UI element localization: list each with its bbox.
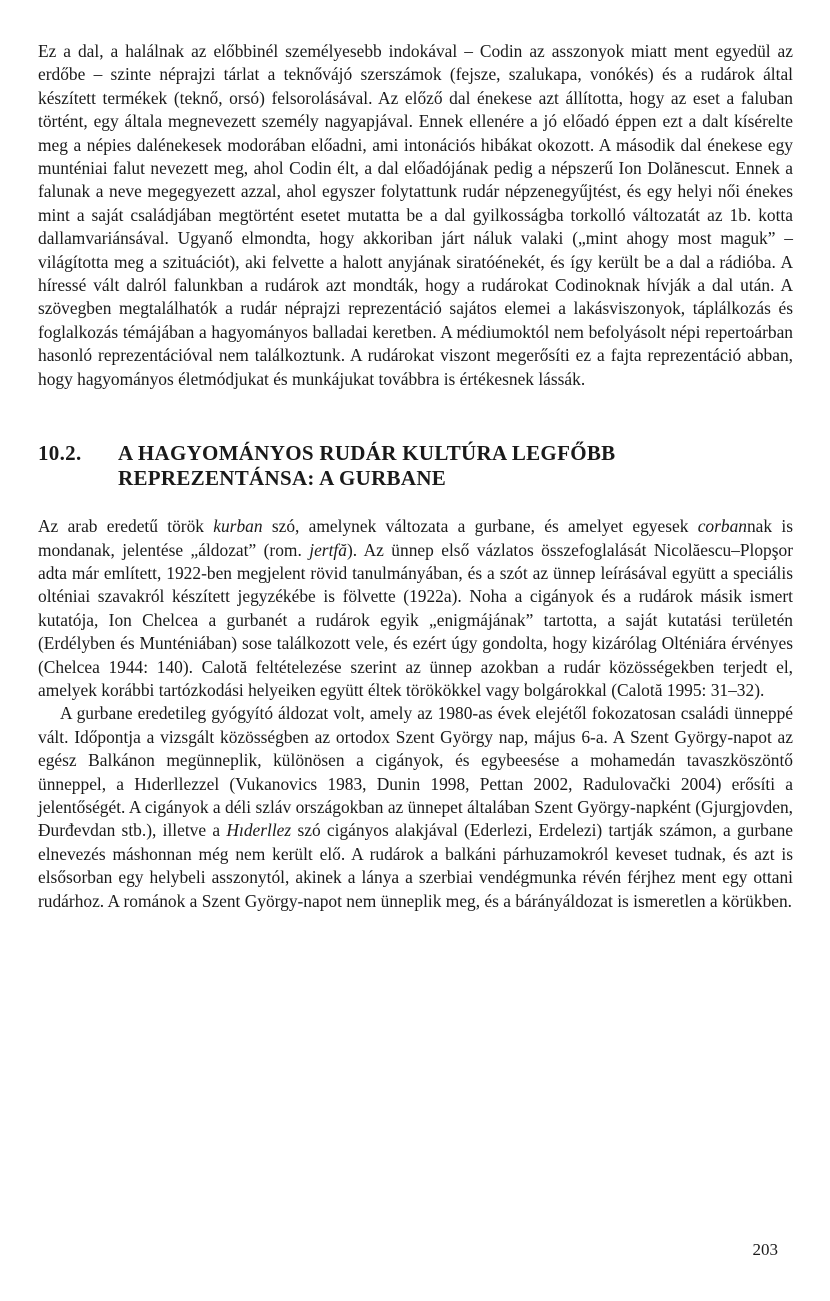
paragraph-codin-song <box>38 40 793 391</box>
paragraph-gurbane-etymology <box>38 515 793 702</box>
italic-term-corban: corban <box>697 516 747 537</box>
text-span: A gurbane eredetileg gyógyító áldozat volt, amely az 1980-as évek elejétől fokozatosan családi ünneppé vált. Időpontja a vizsgált közösségben az ortodox Szent György nap, május 6-a. A Szent György-napot az egész Balkánon megünneplik, különösen a cigányok, és egybeesése a mohamedán tavaszköszöntő ünneppel, a Hıderllezzel (Vukanovics 1983, Dunin 1998, Pettan 2002, Radulovački 2004) erősíti a jelentőségét. A cigányok a déli szláv országokban az ünnepet általában Szent György-napként (Gjurgjovden, Đurđevdan stb.), illetve a <box>38 703 793 841</box>
italic-term-kurban: kurban <box>213 516 263 537</box>
text-span: Az arab eredetű török <box>38 516 214 537</box>
section-number: 10.2. <box>38 441 82 466</box>
paragraph-gurbane-history <box>38 702 793 913</box>
section-heading <box>38 441 793 491</box>
section-title: A HAGYOMÁNYOS RUDÁR KULTÚRA LEGFŐBB REPREZENTÁNSA: A GURBANE <box>118 441 616 491</box>
text-span: Ez a dal, a halálnak az előbbinél személyesebb indokával – Codin az asszonyok miatt ment egyedül az erdőbe – szinte néprajzi tárlat a teknővájó szerszámok (fejsze, szalukapa, vonókés) és a rudárok által készített termékek (teknő, orsó) felsorolásával. Az előző dal énekese azt állította, hogy az eset a faluban történt, egy általa megnevezett személy nagyapjával. Ennek ellenére a jó előadó éppen ezt a dalt kísérelte meg a népies dalénekesek modorában előadni, ami intonációs hibákat okozott. A második dal énekese egy munténiai falut nevezett meg, ahol Codin élt, a dal előadójának pedig a népszerű Ion Dolănescut. Ennek a falunak a neve megegyezett azzal, ahol egyszer folytattunk rudár népzenegyűjtést, és egy helyi női énekes mint a saját családjában megtörtént esetet mutatta be a dal gyilkosságba torkolló változatát az 1b. kotta dallamvariánsával. Ugyanő elmondta, hogy akkoriban járt náluk valaki („mint ahogy most maguk” – világította meg a szituációt), aki felvette a halott anyjának siratóénekét, és így került be a dal a rádióba. A híressé vált dalról falunkban a rudárok azt mondták, hogy a rudárokat Codinoknak hívják a dal után. A szövegben megtalálhatók a rudár néprajzi reprezentáció sajátos elemei a lakásviszonyok, táplálkozás és foglalkozás témájában a hagyományos balladai keretben. A médiumoktól nem befolyásolt népi repertoárban hasonló reprezentációval nem találkoztunk. A rudárokat viszont megerősíti ez a fajta reprezentáció abban, hogy hagyományos életmódjukat és munkájukat továbbra is értékesnek lássák. <box>38 41 793 389</box>
text-span: nak is mondanak, jelentése „áldozat” (rom. <box>38 516 793 560</box>
page-body <box>38 40 793 913</box>
text-span: ). Az ünnep első vázlatos összefoglalását Nicolăescu–Plopşor adta már említett, 1922-ben megjelent rövid tanulmányában, és a szót az ünnep leírásával együtt a speciális olténiai szavakról készített jegyzékébe is fölvette (1922a). Noha a cigányok és a rudárok másik ismert kutatója, Ion Chelcea a gurbanét a rudárok egyik „enigmájának” tartotta, a saját kutatási területén (Erdélyben és Munténiában) sose találkozott vele, és ezért úgy gondolta, hogy kizárólag Olténiára érvényes (Chelcea 1944: 140). Calotă feltételezése szerint az ünnep azokban a rudár közösségekben terjedt el, amelyek korábbi tartózkodási helyeiken együtt éltek törökökkel vagy bolgárokkal (Calotă 1995: 31–32). <box>38 539 793 700</box>
italic-term-jertfa: jertfă <box>309 539 347 560</box>
text-span: szó, amelynek változata a gurbane, és amelyet egyesek <box>262 516 698 537</box>
text-span: szó cigányos alakjával (Ederlezi, Erdelezi) tartják számon, a gurbane elnevezés máshonnan még nem került elő. A rudárok a balkáni párhuzamokról keveset tudnak, és azt is elsősorban egy helybeli asszonytól, akinek a lánya a szerbiai vendégmunka révén férjhez ment egy ottani rudárhoz. A románok a Szent György-napot nem ünneplik meg, és a bárányáldozat is ismeretlen a körükben. <box>38 820 793 911</box>
page-number: 203 <box>752 1240 778 1259</box>
italic-term-hiderllez: Hıderllez <box>226 820 292 841</box>
